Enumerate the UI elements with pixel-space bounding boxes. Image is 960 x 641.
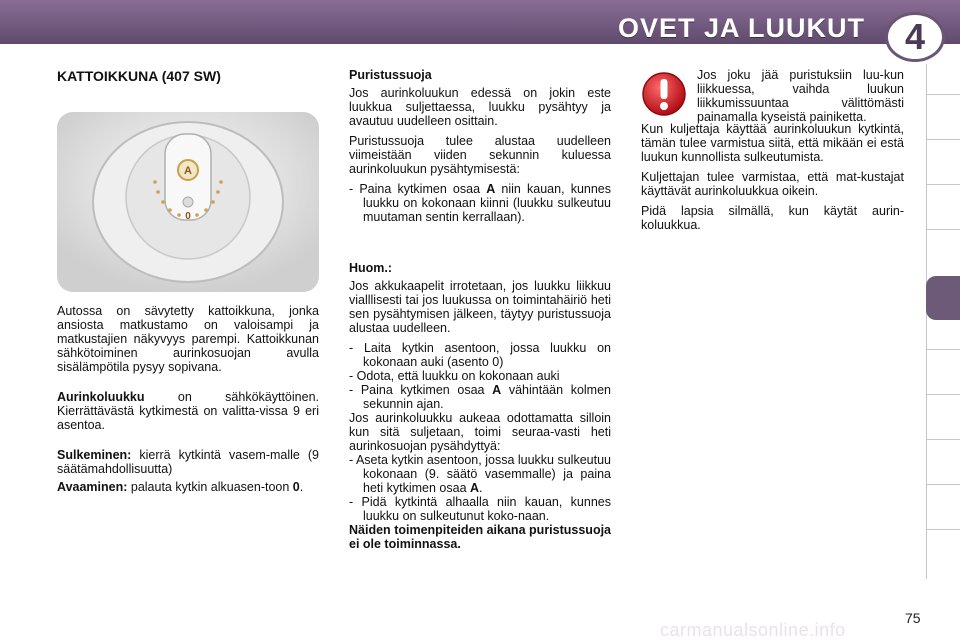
pinch-step-text: - Paina kytkimen osaa: [349, 182, 487, 196]
note-step-3-end: vähintään kolmen sekunnin ajan.: [363, 383, 611, 411]
sunshade-label: Aurinkoluukku: [57, 390, 145, 404]
side-tab-divider: [927, 439, 960, 440]
side-tab-divider: [927, 394, 960, 395]
note-paragraph-1: Jos akkukaapelit irrotetaan, jos luukku liikkuu vialllisesti tai jos luukussa on toimintahäiriö heti sen pysähtymisen jälkeen, täytyy puristussuoja alustaa uudelleen.: [349, 279, 611, 335]
middle-column-top: [349, 68, 611, 230]
intro-paragraph: Autossa on sävytetty kattoikkuna, jonka ansiosta matkustamo on valoisampi ja matkustajien näkyvyys parempi. Kattoikkunan sähkötoiminen aurinkosuojan avulla sisälämpötila pysyy sopivana.: [57, 304, 319, 374]
side-tab-divider: [927, 529, 960, 530]
middle-column-note: [349, 261, 611, 551]
note-warning-text: Näiden toimenpiteiden aikana puristussuoja ei ole toiminnassa.: [349, 523, 611, 551]
side-tab-divider: [927, 229, 960, 230]
note-step-1: - Laita kytkin asentoon, jossa luukku on kokonaan auki (asento 0): [349, 341, 611, 369]
sunshade-paragraph: [57, 390, 319, 432]
opening-text: palauta kytkin alkuasen-toon: [127, 480, 293, 494]
side-tab-divider: [927, 349, 960, 350]
note-step-4-end: .: [479, 481, 483, 495]
note-step-4-text: - Aseta kytkin asentoon, jossa luukku sulkeutuu kokonaan (9. säätö vasemmalle) ja paina heti kytkimen osaa: [349, 453, 611, 495]
warning-paragraph-1: Jos joku jää puristuksiin luu-kun liikkuessa, vaihda luukun liikkumissuuntaa välittömästi painamalla kyseistä painiketta.: [697, 68, 904, 124]
chapter-title: OVET JA LUUKUT: [617, 13, 865, 43]
sunshade-text: on sähkökäyttöinen. Kierrättävästä kytkimestä on valitta-vissa 9 eri asentoa.: [57, 390, 319, 432]
right-column-warning: [697, 68, 904, 130]
pinch-title-text: Puristussuoja: [349, 68, 432, 82]
pinch-step-key: A: [486, 182, 496, 196]
section-title: KATTOIKKUNA (407 SW): [57, 68, 221, 84]
pinch-step-text-end: niin kauan, kunnes luukku on kokonaan kiinni (luukku sulkeutuu muutaman sentin kerrallaan).: [363, 182, 612, 224]
warning-paragraph-2: Kun kuljettaja käyttää aurinkoluukun kytkintä, tämän tulee varmistua siitä, että mikään ei estä luukun kunnollista sulkeutumista.: [641, 122, 904, 164]
note-paragraph-2: Jos aurinkoluukku aukeaa odottamatta silloin kun sitä suljetaan, toimi seuraa-vasti heti aurinkosuojan pysähdyttyä:: [349, 411, 611, 453]
watermark: carmanualsonline.info: [660, 620, 846, 640]
closing-paragraph: [57, 448, 319, 476]
side-tab-divider: [927, 94, 960, 95]
note-step-4: [349, 453, 611, 495]
opening-label: Avaaminen:: [57, 480, 128, 494]
closing-label: Sulkeminen:: [57, 448, 132, 462]
pinch-paragraph-1: Jos aurinkoluukun edessä on jokin este luukkua suljettaessa, luukku pysähtyy ja avautuu uudelleen osittain.: [349, 86, 611, 128]
chapter-number-badge: 4: [885, 12, 945, 62]
sunroof-switch-photo: [57, 112, 319, 292]
note-step-3-text: - Paina kytkimen osaa: [349, 383, 493, 397]
pinch-paragraph-2: Puristussuoja tulee alustaa uudelleen viimeistään viiden sekunnin kuluessa aurinkoluukun pysähtymisestä:: [349, 134, 611, 176]
note-step-5: - Pidä kytkintä alhaalla niin kauan, kunnes luukku on sulkeutunut koko-naan.: [349, 495, 611, 523]
left-column: [57, 304, 319, 500]
photo-label-a: A: [184, 165, 192, 177]
side-tab-active[interactable]: [926, 276, 960, 320]
chapter-side-tabs: [926, 64, 960, 579]
warning-icon: [640, 70, 688, 118]
side-tab-divider: [927, 484, 960, 485]
pinch-step: [349, 182, 611, 224]
page-number: 75: [905, 610, 921, 626]
opening-zero: 0: [292, 480, 300, 494]
opening-paragraph: [57, 480, 319, 494]
note-warning: [349, 523, 611, 551]
warning-paragraph-3: Kuljettajan tulee varmistaa, että mat-kustajat käyttävät aurinkoluukkua oikein.: [641, 170, 904, 198]
side-tab-divider: [927, 139, 960, 140]
opening-end: .: [299, 480, 304, 494]
note-step-2: - Odota, että luukku on kokonaan auki: [349, 369, 560, 383]
note-title-text: Huom.:: [349, 261, 393, 275]
closing-text: kierrä kytkintä vasem-malle (9 säätämahdollisuutta): [57, 448, 319, 476]
right-column: [641, 122, 904, 238]
note-title: [349, 261, 611, 275]
warning-paragraph-4: Pidä lapsia silmällä, kun käytät aurin-koluukkua.: [641, 204, 904, 232]
photo-label-0: 0: [185, 211, 191, 222]
sunroof-switch-illustration: [57, 112, 319, 292]
side-tab-divider: [927, 184, 960, 185]
pinch-title: [349, 68, 611, 82]
note-step-3: [349, 383, 611, 411]
note-step-4-key: A: [470, 481, 480, 495]
note-step-3-key: A: [492, 383, 502, 397]
